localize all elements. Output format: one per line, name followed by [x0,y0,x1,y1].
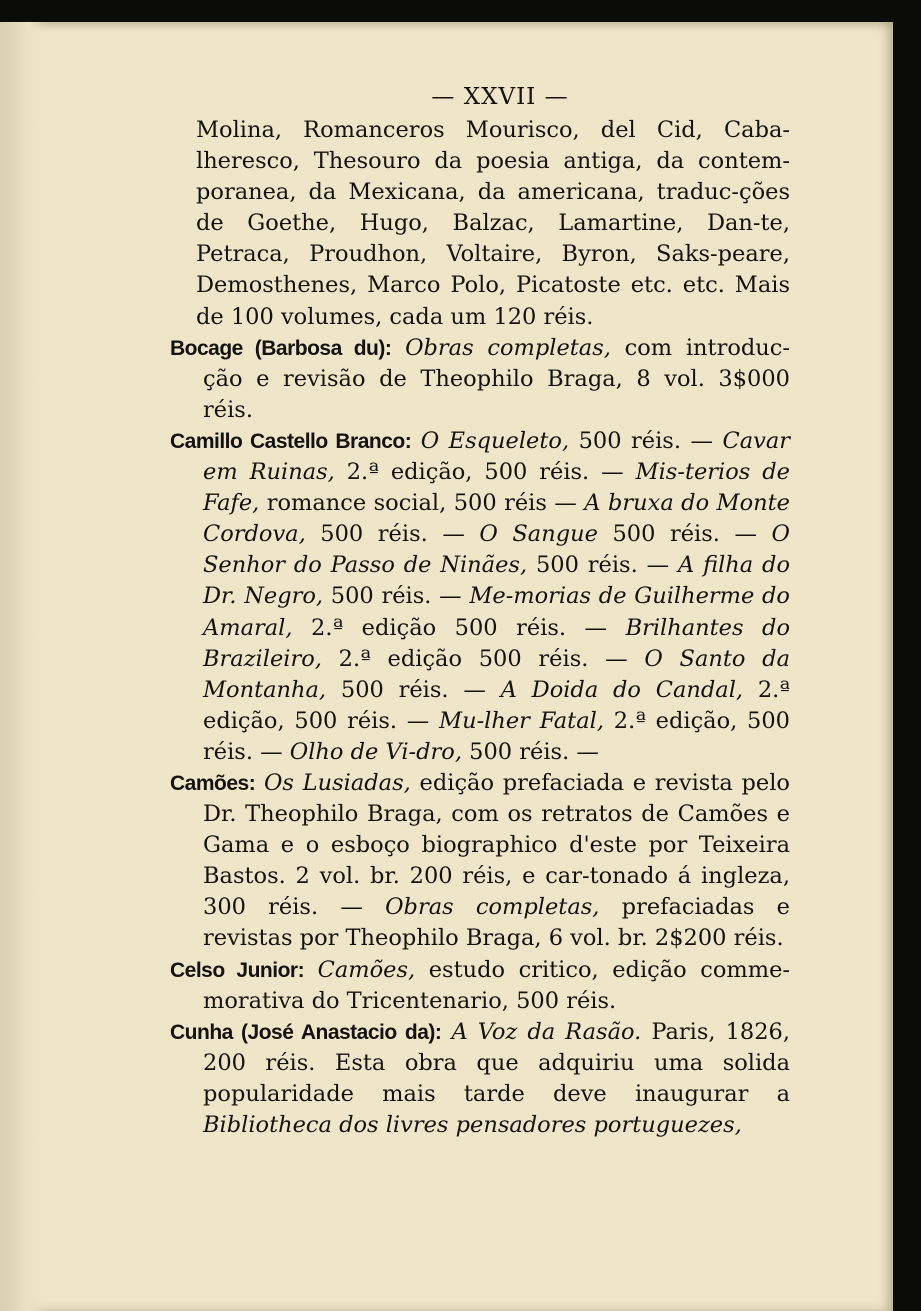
work-title: Olho de Vi-dro, [289,738,462,765]
work-title: O Esqueleto, [420,427,570,454]
entry-text: 500 réis. — [527,552,678,579]
page-gutter [0,22,48,1311]
work-title: Me-morias de Guilherme do Amaral, [203,583,790,641]
entry-text: 500 réis. — [326,676,501,703]
entry-text: 500 réis. — [462,738,599,765]
page-text [170,82,790,1141]
catalogue-entry [170,115,790,333]
entry-text: 2.ª edição, 500 réis. — [203,707,790,765]
work-title: Brilhantes do Brazileiro, [203,614,790,672]
entry-text: Paris, 1826, 200 réis. Esta obra que adquiriu uma solida popularidade mais tarde deve inaugurar a [203,1018,790,1107]
work-title: O Sangue [479,521,598,548]
entry-text: 500 réis. — [597,521,772,548]
entry-text: 2.ª edição, 500 réis. — [203,676,790,734]
entry-text: romance social, 500 réis — [259,490,585,517]
catalogue-entry [170,333,790,426]
work-title: Os Lusiadas, [263,769,411,796]
work-title: Camões, [317,956,416,983]
author-name: Celso Junior: [170,958,305,982]
work-title: Cavar em Ruinas, [203,427,790,486]
entry-text: Molina, Romanceros Mourisco, del Cid, Caba-lheresco, Thesouro da poesia antiga, da contem-poranea, da Mexicana, da americana, traduc-ções de Goethe, Hugo, Balzac, Lamartine, Dan-te, Petraca, Proudhon, Voltaire, Byron, Saks-peare, Demosthenes, Marco Polo, Picatoste etc. etc. Mais de 100 volumes, cada um 120 réis. [196,117,790,330]
catalogue-entry [170,768,790,955]
entry-text: 2.ª edição 500 réis. — [321,645,645,672]
catalogue-entry [170,1017,790,1141]
author-name: Camillo Castello Branco: [170,429,412,453]
entry-text: 2.ª edição 500 réis. — [292,614,626,641]
entry-text: edição prefaciada e revista pelo Dr. Theophilo Braga, com os retratos de Camões e Gama e o esboço biographico d'este por Teixeira Bastos. 2 vol. br. 200 réis, e car-tonado á ingleza, 300 réis. — [203,769,790,921]
entry-text [304,957,318,983]
entry-text [255,770,264,796]
work-title: Obras completas, [385,894,600,921]
entry-text [391,335,405,361]
entry-text: 2.ª edição, 500 réis. — [334,459,636,486]
work-title: Obras completas, [405,334,611,361]
entry-text [411,428,421,454]
entry-text: 500 réis. — [323,583,470,610]
entry-text: 500 réis. — [569,427,723,454]
work-title: Mu-lher Fatal, [439,707,604,734]
work-title: A bruxa do Monte Cordova, [203,490,790,548]
work-title: Bibliotheca dos livres pensadores portuguezes, [203,1112,742,1138]
work-title: A filha do Dr. Negro, [203,552,790,610]
catalogue-entry [170,955,790,1017]
work-title: Mis-terios de Fafe, [203,459,790,517]
entry-text: estudo critico, edição comme-morativa do Tricentenario, 500 réis. [203,956,790,1014]
page-header: — XXVII — [431,84,569,110]
entry-text: 500 réis. — [305,521,480,548]
catalogue-entry [170,426,790,768]
entry-text: com introduc-ção e revisão de Theophilo Braga, 8 vol. 3$000 réis. [203,334,790,423]
author-name: Camões: [170,771,256,795]
work-title: A Voz da Rasão. [451,1018,642,1045]
work-title: O Santo da Montanha, [203,645,790,703]
entry-text: prefaciadas e revistas por Theophilo Braga, 6 vol. br. 2$200 réis. [203,894,790,952]
work-title: A Doida do Candal, [500,676,744,703]
author-name: Cunha (José Anastacio da): [170,1020,442,1044]
catalogue-entries [170,115,790,1141]
author-name: Bocage (Barbosa du): [170,336,392,360]
entry-text [441,1019,451,1045]
work-title: O Senhor do Passo de Ninães, [203,521,790,579]
